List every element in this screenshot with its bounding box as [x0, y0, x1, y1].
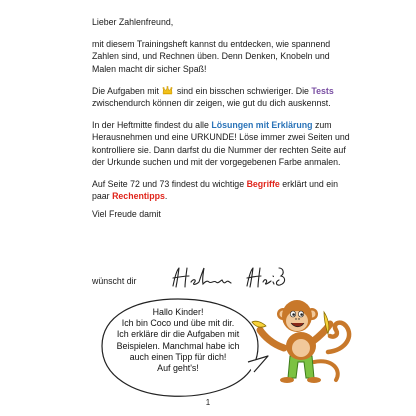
glossary-text-b: erklärt und ein paar	[92, 179, 339, 202]
crown-icon	[162, 86, 173, 95]
page-number: 1	[205, 398, 211, 407]
bubble-line-1: Hallo Kinder!	[152, 307, 204, 317]
closing-line: Viel Freude damit	[92, 209, 161, 220]
rechentipps-label: Rechentipps	[112, 191, 165, 202]
bubble-line-3: Ich erkläre dir die Aufgaben mit	[116, 329, 240, 340]
speech-bubble-text	[96, 307, 260, 374]
tests-label: Tests	[311, 85, 334, 96]
signature-row	[92, 264, 307, 286]
signature	[167, 264, 307, 290]
letter-body	[92, 16, 354, 231]
speech-bubble	[96, 296, 260, 400]
difficulty-paragraph	[92, 85, 354, 109]
difficulty-text-a: Die Aufgaben mit	[92, 85, 159, 96]
glossary-text-c: .	[164, 191, 168, 202]
solutions-label: Lösungen mit Erklärung	[211, 120, 313, 131]
begriffe-label: Begriffe	[246, 179, 280, 190]
bubble-line-5: auch einen Tipp für dich!	[129, 351, 227, 362]
bubble-line-4: Beispielen. Manchmal habe ich	[116, 340, 240, 351]
greeting: Lieber Zahlenfreund,	[92, 17, 174, 27]
intro-paragraph: mit diesem Trainingsheft kannst du entdecken, wie spannend Zahlen sind, und Rechnen üben. Denn Denken, Knobeln und Malen macht dir sicher Spaß!	[92, 39, 331, 74]
solutions-text-b: zum Herausnehmen und eine URKUNDE! Löse immer zwei Seiten und kontrolliere sie. Dann darfst du die Nummer der rechten Seite auf der Urkunde suchen und mit der vorgegebenen Farbe anmalen.	[92, 120, 350, 167]
bubble-line-6: Auf geht's!	[157, 363, 199, 374]
monkey-illustration	[250, 292, 360, 388]
glossary-paragraph	[92, 178, 354, 202]
solutions-text-a: In der Heftmitte findest du alle	[92, 120, 209, 131]
solutions-paragraph	[92, 119, 354, 168]
difficulty-text-c: zwischendurch können dir zeigen, wie gut du dich auskennst.	[92, 98, 331, 109]
wish-line: wünscht dir	[92, 276, 137, 286]
difficulty-text-b: sind ein bisschen schwieriger. Die	[176, 85, 309, 96]
bubble-line-2: Ich bin Coco und übe mit dir.	[121, 318, 235, 329]
glossary-text-a: Auf Seite 72 und 73 findest du wichtige	[92, 179, 245, 190]
